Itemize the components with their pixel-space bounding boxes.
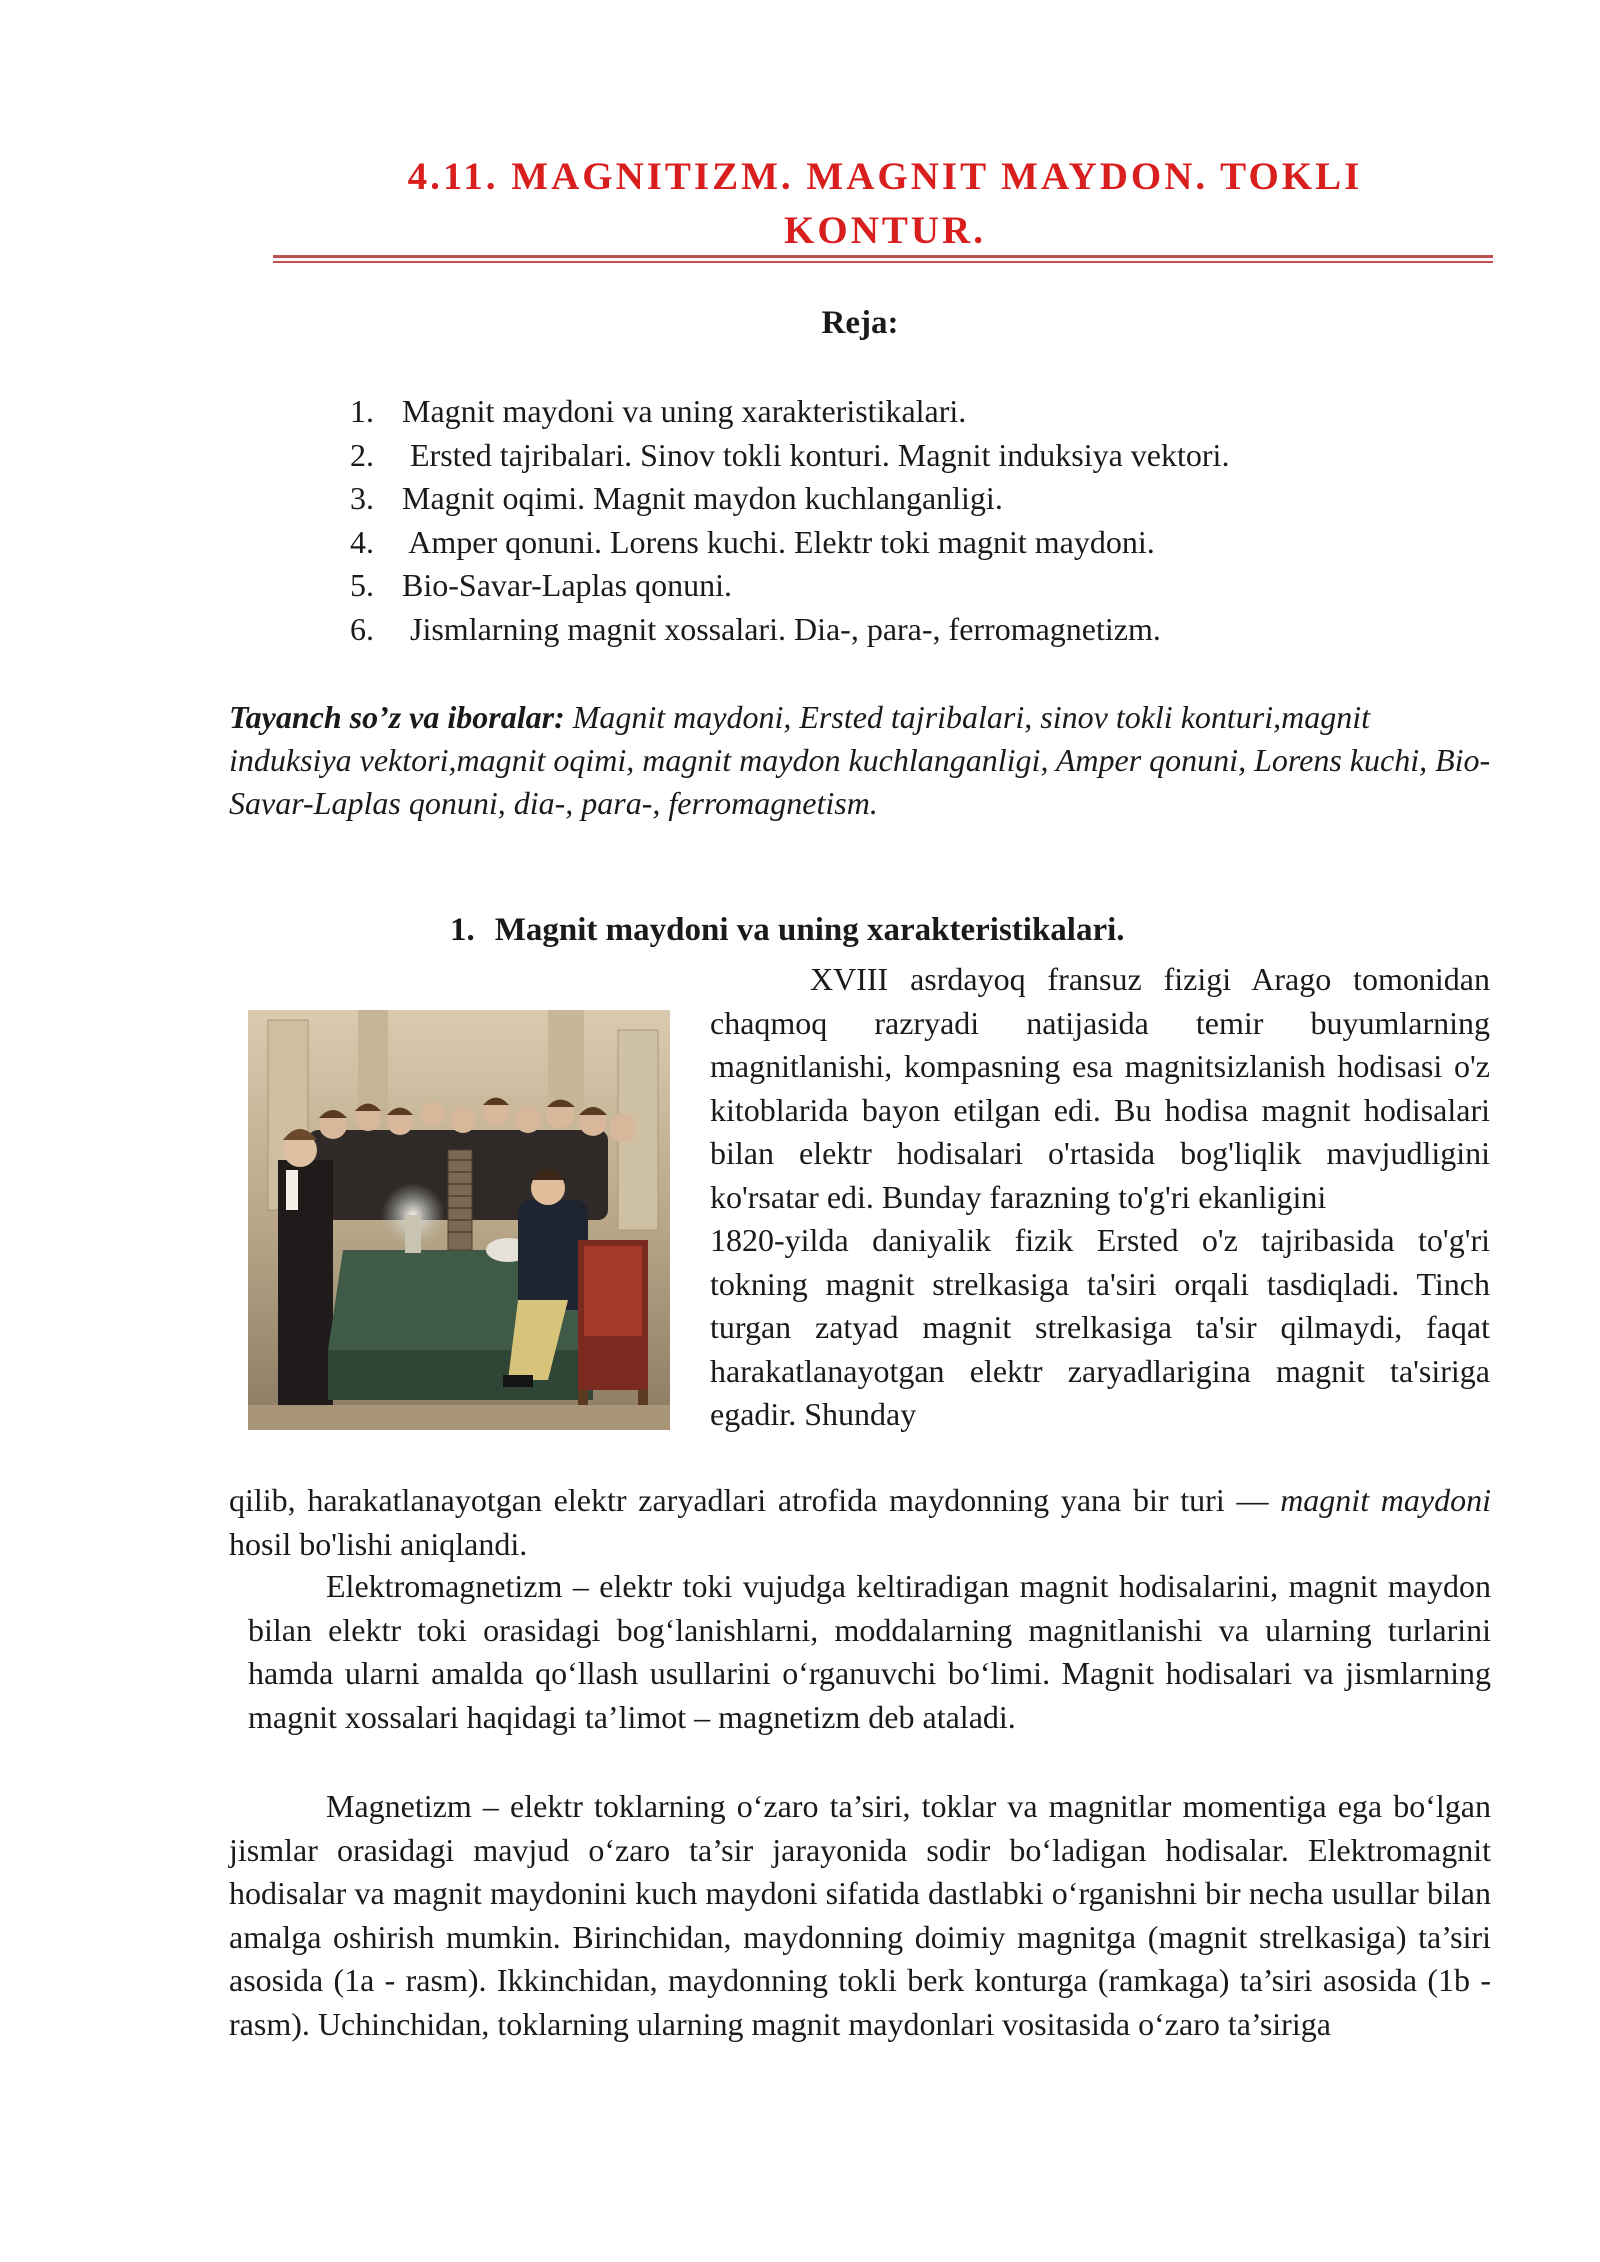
- plan-item-text: Magnit maydoni va uning xarakteristikalari.: [402, 393, 967, 429]
- keywords-label: Tayanch so’z va iboralar:: [229, 699, 565, 735]
- plan-item-text: Jismlarning magnit xossalari. Dia-, para-, ferromagnetizm.: [402, 610, 1161, 647]
- intro-text-c: qilib, harakatlanayotgan elektr zaryadlari atrofida maydonning yana bir turi —: [229, 1482, 1269, 1518]
- plan-item-number: 3.: [350, 480, 374, 517]
- plan-list: [350, 390, 1229, 652]
- plan-item-number: 1.: [350, 393, 374, 429]
- plan-item: [350, 521, 1229, 565]
- section-number: 1.: [450, 912, 475, 948]
- title-underline-thin: [273, 261, 1493, 263]
- plan-item-number: 6.: [350, 610, 374, 647]
- oersted-experiment-painting: [248, 1010, 670, 1430]
- intro-paragraph: [710, 958, 1490, 1437]
- plan-item: [350, 564, 1229, 608]
- magnetic-field-term: magnit maydoni: [1280, 1482, 1492, 1518]
- keywords-text: Magnit maydoni, Ersted tajribalari, sinov tokli konturi,magnit induksiya vektori,magnit oqimi, magnit maydon kuchlanganligi, Amper qonuni, Lorens kuchi, Bio-Savar-Laplas qonuni, dia-, para-, ferromagnetism.: [229, 699, 1491, 821]
- section-title: Magnit maydoni va uning xarakteristikalari.: [494, 912, 1125, 948]
- magnetism-paragraph: Magnetizm – elektr toklarning o‘zaro ta’siri, toklar va magnitlar momentiga ega bo‘lgan jismlar orasidagi mavjud o‘zaro ta’sir jarayonida sodir bo‘ladigan hodisalar. Elektromagnit hodisalar va magnit maydonini kuch maydoni sifatida dastlabki o‘rganishni bir necha usullar bilan amalga oshirish mumkin. Birinchidan, maydonning doimiy magnitga (magnit strelkasiga) ta’siri asosida (1a - rasm). Ikkinchidan, maydonning tokli berk konturga (ramkaga) ta’siri asosida (1b - rasm). Uchinchidan, toklarning ularning magnit maydonlari vositasida o‘zaro ta’siriga: [229, 1788, 1491, 2042]
- plan-item: [350, 477, 1229, 521]
- plan-heading: Reja:: [821, 305, 899, 341]
- electromagnetism-paragraph: Elektromagnetizm – elektr toki vujudga keltiradigan magnit hodisalarini, magnit maydon bilan elektr toki orasidagi bog‘lanishlarni, moddalarning magnitlanishi va ularning turlarini hamda ularni amalda qo‘llash usullarini o‘rganuvchi bo‘limi. Magnit hodisalari va jismlarning magnit xossalari haqidagi ta’limot – magnetizm deb ataladi.: [248, 1568, 1491, 1735]
- page-title: 4.11. MAGNITIZM. MAGNIT MAYDON. TOKLI KONTUR.: [407, 155, 1363, 252]
- keywords-paragraph: [229, 696, 1499, 825]
- intro-text-end: hosil bo'lishi aniqlandi.: [229, 1525, 528, 1562]
- section-heading: [450, 912, 1125, 949]
- intro-paragraph-continuation: [229, 1479, 1491, 1566]
- intro-text-b: 1820-yilda daniyalik fizik Ersted o'z tajribasida to'g'ri tokning magnit strelkasiga ta'siri orqali tasdiqladi. Tinch turgan zatyad magnit strelkasiga ta'sir qilmaydi, faqat harakatlanayotgan elektr zaryadlarigina magnit ta'siriga egadir. Shunday: [710, 1222, 1490, 1432]
- plan-item-number: 2.: [350, 436, 374, 473]
- plan-item: [350, 608, 1229, 652]
- title-underline: [273, 255, 1493, 258]
- plan-item-text: Bio-Savar-Laplas qonuni.: [402, 567, 732, 604]
- plan-item-text: Magnit oqimi. Magnit maydon kuchlanganligi.: [402, 480, 1003, 517]
- plan-item-text: Amper qonuni. Lorens kuchi. Elektr toki magnit maydoni.: [402, 523, 1155, 560]
- plan-item: [350, 390, 1229, 434]
- plan-item-number: 4.: [350, 523, 374, 560]
- plan-item-number: 5.: [350, 567, 374, 604]
- plan-item: [350, 434, 1229, 478]
- intro-text-a: XVIII asrdayoq fransuz fizigi Arago tomonidan chaqmoq razryadi natijasida temir buyumlarning magnitlanishi, kompasning esa magnitsizlanish hodisasi o'z kitoblarida bayon etilgan edi. Bu hodisa magnit hodisalari bilan elektr hodisalari o'rtasida bog'liqlik mavjudligini ko'rsatar edi. Bunday farazning to'g'ri ekanligini: [710, 961, 1490, 1215]
- plan-item-text: Ersted tajribalari. Sinov tokli konturi. Magnit induksiya vektori.: [402, 436, 1230, 473]
